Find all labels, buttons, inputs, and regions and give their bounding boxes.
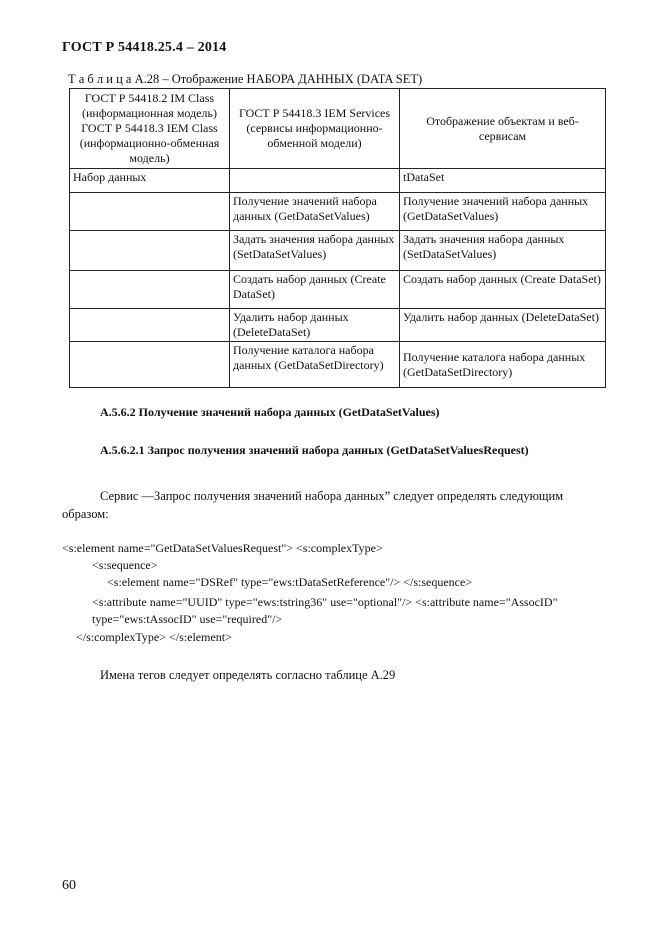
code-line: <s:element name="GetDataSetValuesRequest"> <s:complexType> [62,541,383,555]
table-row [70,309,606,342]
table-cell [70,309,230,342]
code-line: <s:sequence> [92,558,158,572]
header-cell-iem-services: ГОСТ Р 54418.3 IEM Services (сервисы информационно-обменной модели) [230,89,400,169]
table-header-row [70,89,606,169]
table-cell [70,271,230,309]
paragraph-service-description: Сервис ―Запрос получения значений набора данных” следует определять следующим образом: [62,489,564,521]
table-row [70,271,606,309]
table-row [70,342,606,388]
mapping-table [69,88,606,388]
table-cell: Удалить набор данных (DeleteDataSet) [230,309,400,342]
table-row [70,231,606,271]
table-caption: Т а б л и ц а А.28 – Отображение НАБОРА ДАННЫХ (DATA SET) [68,72,423,86]
table-cell [70,193,230,231]
table-cell: Создать набор данных (Create DataSet) [230,271,400,309]
table-cell: Получение значений набора данных (GetDataSetValues) [230,193,400,231]
section-heading-a5621: А.5.6.2.1 Запрос получения значений набора данных (GetDataSetValuesRequest) [100,443,529,457]
page-number: 60 [62,878,76,893]
table-cell: Задать значения набора данных (SetDataSetValues) [400,231,606,271]
table-cell: Получение значений набора данных (GetDataSetValues) [400,193,606,231]
table-cell: Задать значения набора данных (SetDataSetValues) [230,231,400,271]
paragraph-tag-names: Имена тегов следует определять согласно таблице А.29 [100,668,396,682]
section-heading-a562: А.5.6.2 Получение значений набора данных (GetDataSetValues) [100,405,440,419]
table-row [70,193,606,231]
table-cell [230,169,400,193]
header-cell-mapping: Отображение объектам и веб-сервисам [400,89,606,169]
table-cell: Получение каталога набора данных (GetDataSetDirectory) [230,342,400,388]
table-row [70,169,606,193]
document-header: ГОСТ Р 54418.25.4 – 2014 [62,40,227,55]
table-cell: Удалить набор данных (DeleteDataSet) [400,309,606,342]
code-line: <s:element name="DSRef" type="ews:tDataSetReference"/> </s:sequence> [107,575,473,589]
table-cell: tDataSet [400,169,606,193]
code-line: <s:attribute name="UUID" type="ews:tstring36" use="optional"/> <s:attribute name="AssocID" [92,595,558,609]
table-cell: Набор данных [70,169,230,193]
header-cell-im-class: ГОСТ Р 54418.2 IM Class (информационная модель) ГОСТ Р 54418.3 IEM Class (информационно-обменная модель) [70,89,230,169]
table-cell [70,342,230,388]
code-line: </s:complexType> </s:element> [76,630,232,644]
table-cell: Получение каталога набора данных (GetDataSetDirectory) [400,342,606,388]
table-cell: Создать набор данных (Create DataSet) [400,271,606,309]
code-line: type="ews:tAssocID" use="required"/> [92,612,283,626]
table-cell [70,231,230,271]
